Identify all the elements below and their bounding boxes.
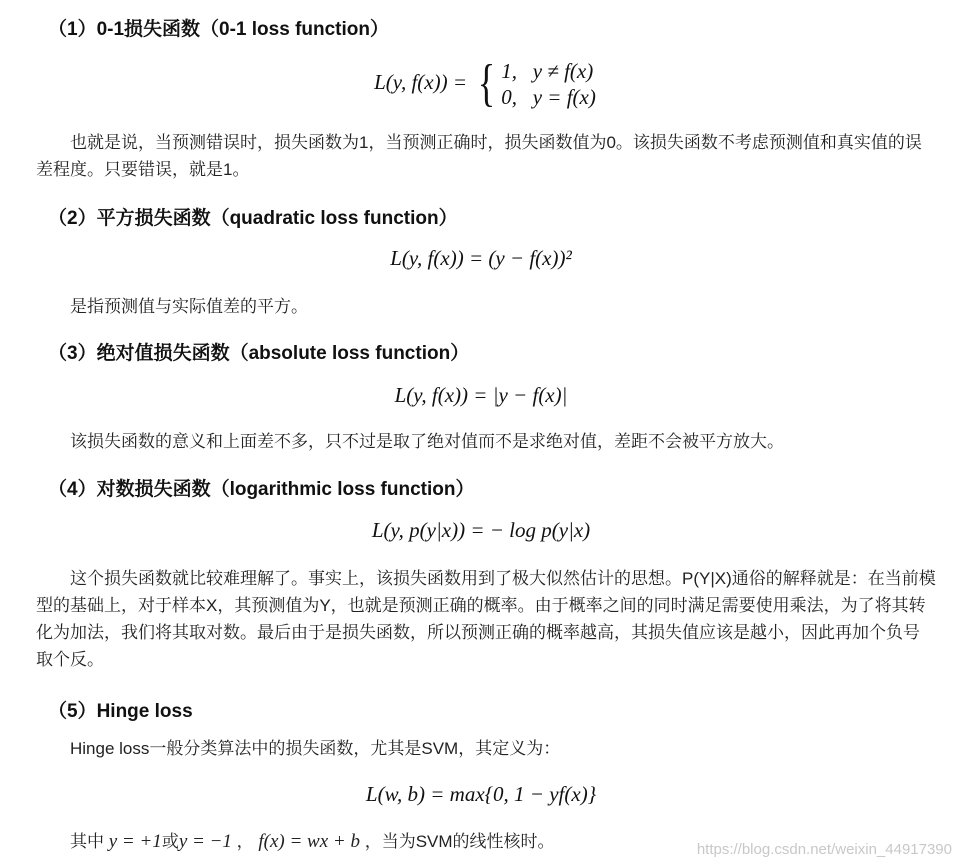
section-1-text: 也就是说，当预测错误时，损失函数为1，当预测正确时，损失函数值为0。该损失函数不考虑预测值和真实值的误差程度。只要错误，就是1。 — [36, 133, 922, 179]
section-3-formula: L(y, f(x)) = |y − f(x)| — [394, 383, 568, 407]
note-sep: ， — [236, 832, 254, 851]
section-2-text: 是指预测值与实际值差的平方。 — [70, 297, 308, 316]
left-brace: { — [478, 55, 496, 112]
formula-lhs: L(y, f(x)) = — [374, 69, 473, 94]
section-1-heading: （1）0-1损失函数（0-1 loss function） — [48, 19, 389, 40]
section-4-formula: L(y, p(y|x)) = − log p(y|x) — [371, 518, 591, 542]
section-1-formula — [185, 55, 785, 112]
watermark: https://blog.csdn.net/weixin_44917390 — [696, 841, 952, 858]
note-math-2: y = −1 — [178, 831, 232, 852]
cases-block — [472, 55, 596, 112]
cases-list — [501, 58, 596, 110]
note-prefix: 其中 — [70, 832, 104, 851]
note-math-1: y = +1 — [108, 831, 162, 852]
section-4-text: 这个损失函数就比较难理解了。事实上，该损失函数用到了极大似然估计的思想。P(Y|X)通俗的解释就是：在当前模型的基础上，对于样本X，其预测值为Y，也就是预测正确的概率。由于概率之间的同时满足需要使用乘法，为了将其转化为加法，我们将其取对数。最后由于是损失函数，所以预测正确的概率越高，其损失值应该是越小，因此再加个负号取个反。 — [36, 569, 936, 669]
note-math-3: f(x) = wx + b — [258, 831, 360, 852]
section-2-formula: L(y, f(x)) = (y − f(x))² — [390, 246, 572, 270]
section-3-heading: （3）绝对值损失函数（absolute loss function） — [48, 343, 470, 364]
section-5-intro: Hinge loss一般分类算法中的损失函数，尤其是SVM，其定义为： — [70, 739, 561, 758]
section-5-formula: L(w, b) = max{0, 1 − yf(x)} — [365, 782, 597, 806]
section-3-text: 该损失函数的意义和上面差不多，只不过是取了绝对值而不是求绝对值，差距不会被平方放大。 — [70, 432, 784, 451]
note-suffix: ，当为SVM的线性核时。 — [364, 832, 555, 851]
section-2-heading: （2）平方损失函数（quadratic loss function） — [48, 208, 458, 229]
case-2: 0, y = f(x) — [501, 85, 596, 109]
note-or: 或 — [161, 832, 179, 851]
section-5-heading: （5）Hinge loss — [48, 701, 193, 722]
case-1: 1, y ≠ f(x) — [501, 59, 594, 83]
section-4-heading: （4）对数损失函数（logarithmic loss function） — [48, 479, 475, 500]
